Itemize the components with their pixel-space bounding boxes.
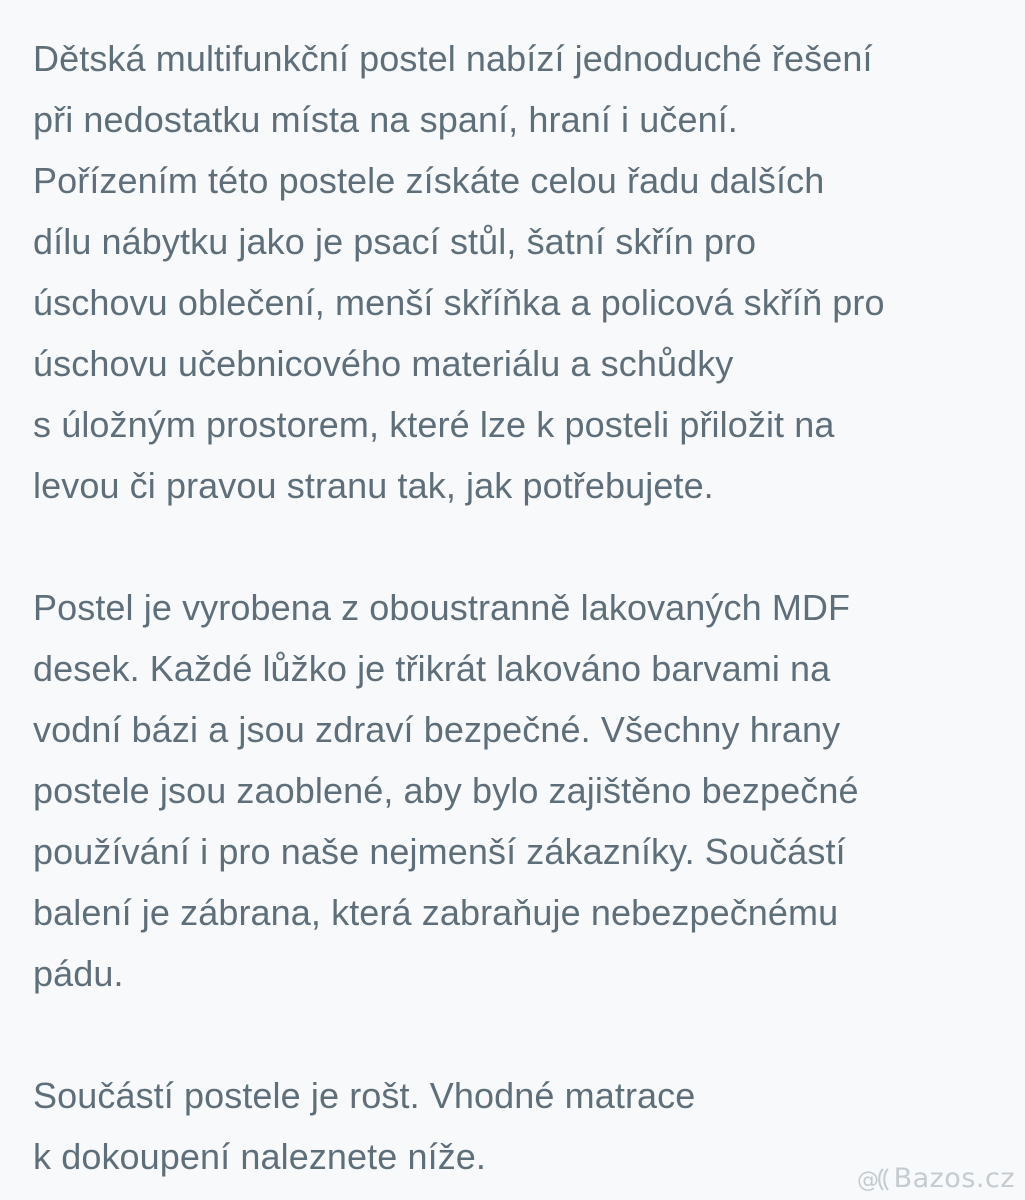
text-line: Dětská multifunkční postel nabízí jednoduché řešení xyxy=(33,38,873,79)
svg-text:@: @ xyxy=(856,1167,880,1193)
text-line: balení je zábrana, která zabraňuje nebezpečnému xyxy=(33,892,839,933)
description-paragraph-2 xyxy=(33,577,1013,1004)
text-line: používání i pro naše nejmenší zákazníky. Součástí xyxy=(33,831,846,872)
text-line: s úložným prostorem, které lze k posteli přiložit na xyxy=(33,404,835,445)
text-line: pádu. xyxy=(33,953,124,994)
text-line: k dokoupení naleznete níže. xyxy=(33,1136,487,1177)
description-paragraph-1 xyxy=(33,28,1013,516)
text-line: Součástí postele je rošt. Vhodné matrace xyxy=(33,1075,696,1116)
text-line: desek. Každé lůžko je třikrát lakováno barvami na xyxy=(33,648,831,689)
watermark-text: Bazos.cz xyxy=(893,1163,1015,1194)
text-line: postele jsou zaoblené, aby bylo zajištěno bezpečné xyxy=(33,770,859,811)
text-line: úschovu oblečení, menší skříňka a policová skříň pro xyxy=(33,282,885,323)
text-line: úschovu učebnicového materiálu a schůdky xyxy=(33,343,734,384)
text-line: Postel je vyrobena z oboustranně lakovaných MDF xyxy=(33,587,851,628)
bazos-watermark xyxy=(856,1163,1015,1194)
product-description xyxy=(33,28,1013,1187)
bazos-logo-icon xyxy=(856,1164,890,1194)
text-line: dílu nábytku jako je psací stůl, šatní skřín pro xyxy=(33,221,757,262)
text-line: levou či pravou stranu tak, jak potřebujete. xyxy=(33,465,714,506)
text-line: vodní bázi a jsou zdraví bezpečné. Všechny hrany xyxy=(33,709,841,750)
text-line: při nedostatku místa na spaní, hraní i učení. xyxy=(33,99,738,140)
text-line: Pořízením této postele získáte celou řadu dalších xyxy=(33,160,825,201)
